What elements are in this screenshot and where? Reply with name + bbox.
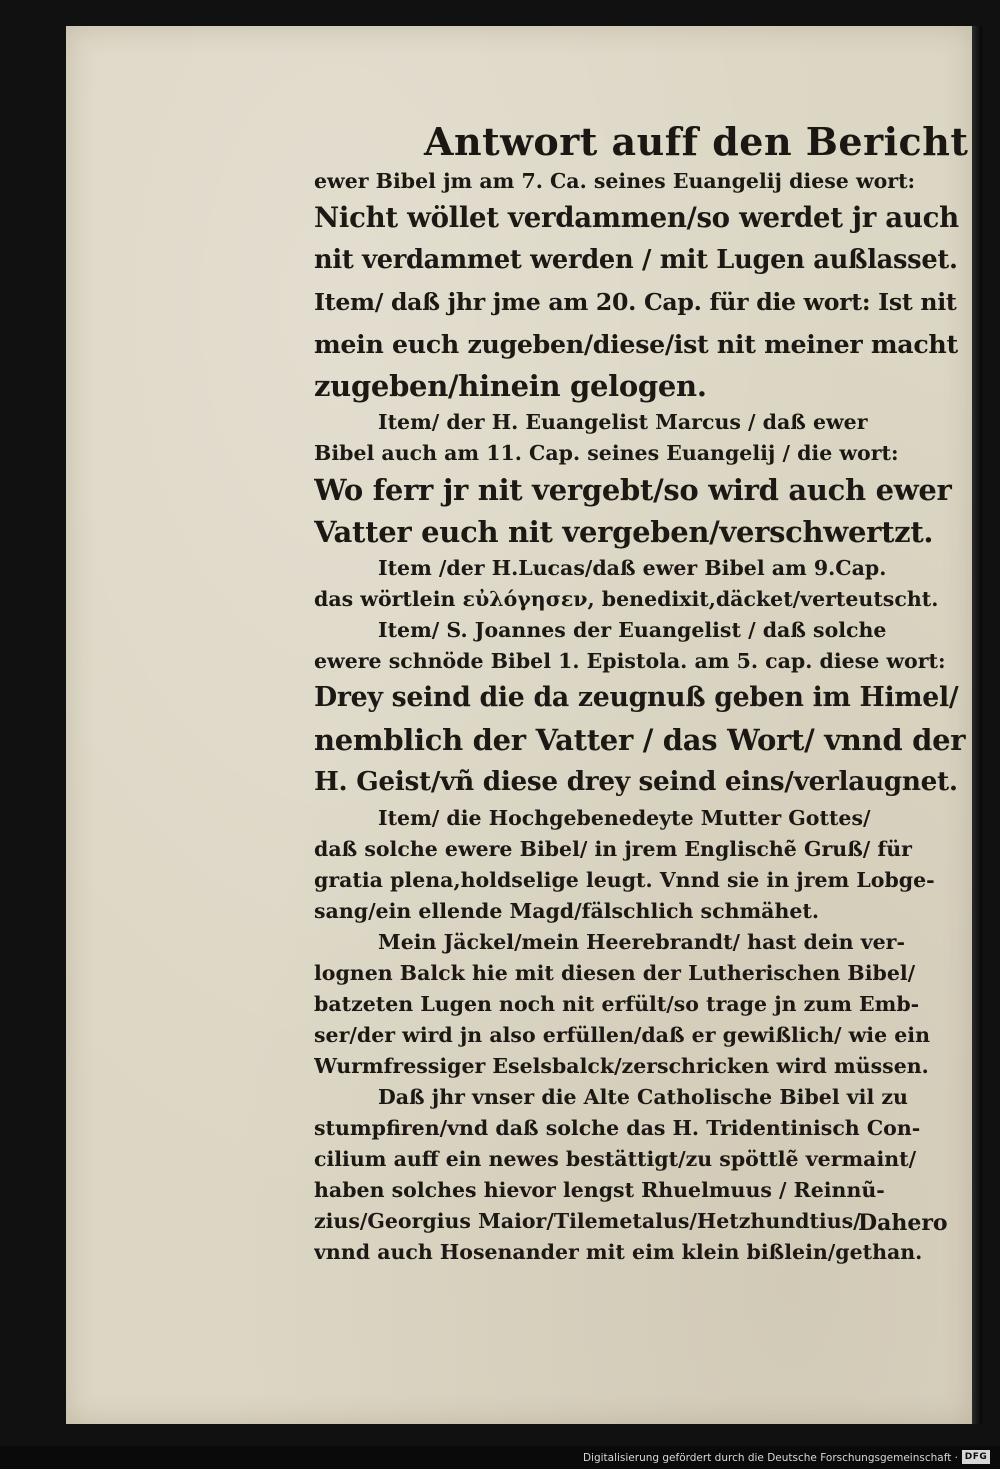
catchword: Dahero: [858, 1210, 948, 1236]
dfg-logo: DFG: [962, 1450, 990, 1464]
text-line: haben solches hievor lengst Rhuelmuus / Reinnũ-: [314, 1178, 885, 1202]
text-line: mein euch zugeben/diese/ist nit meiner macht: [314, 329, 958, 359]
text-line: zius/Georgius Maior/Tilemetalus/Hetzhundtius/: [314, 1209, 861, 1233]
text-line: Wo ferr jr nit vergebt/so wird auch ewer: [314, 473, 952, 507]
text-line: daß solche ewere Bibel/ in jrem Englischẽ Gruß/ für: [314, 837, 912, 861]
body-text: [314, 166, 966, 1268]
text-line: nit verdammet werden / mit Lugen außlasset.: [314, 245, 958, 275]
text-line: Nicht wöllet verdammen/so werdet jr auch: [314, 201, 959, 234]
page-edge-shadow: [972, 26, 982, 1424]
running-head: Antwort auff den Bericht: [424, 119, 969, 164]
text-line: zugeben/hinein gelogen.: [314, 369, 707, 403]
text-line: Mein Jäckel/mein Heerebrandt/ hast dein ver-: [378, 930, 905, 954]
text-line: Wurmfressiger Eselsbalck/zerschricken wird müssen.: [314, 1054, 929, 1078]
text-line: Item/ die Hochgebenedeyte Mutter Gottes/: [378, 806, 871, 830]
text-line: H. Geist/vñ diese drey seind eins/verlaugnet.: [314, 766, 958, 797]
text-line: ewer Bibel jm am 7. Ca. seines Euangelij diese wort:: [314, 169, 916, 193]
text-line: stumpfiren/vnd daß solche das H. Tridentinisch Con-: [314, 1116, 921, 1140]
text-line: das wörtlein εὐλόγησεν, benedixit,däcket/verteutscht.: [314, 587, 939, 611]
text-line: lognen Balck hie mit diesen der Lutherischen Bibel/: [314, 961, 916, 985]
text-line: batzeten Lugen noch nit erfült/so trage jn zum Emb-: [314, 992, 920, 1016]
text-line: vnnd auch Hosenander mit eim klein bißlein/gethan.: [314, 1240, 923, 1264]
text-line: Item /der H.Lucas/daß ewer Bibel am 9.Cap.: [378, 556, 887, 580]
footer-credit: Digitalisierung gefördert durch die Deutsche Forschungsgemeinschaft ·: [582, 1452, 958, 1464]
text-line: Drey seind die da zeugnuß geben im Himel/: [314, 682, 959, 713]
text-line: ewere schnöde Bibel 1. Epistola. am 5. cap. diese wort:: [314, 649, 946, 673]
text-line: Item/ der H. Euangelist Marcus / daß ewer: [378, 410, 868, 434]
text-line: sang/ein ellende Magd/fälschlich schmähet.: [314, 899, 820, 923]
text-line: ser/der wird jn also erfüllen/daß er gewißlich/ wie ein: [314, 1023, 930, 1047]
text-line: Item/ daß jhr jme am 20. Cap. für die wort: Ist nit: [314, 288, 957, 316]
text-line: Vatter euch nit vergeben/verschwertzt.: [314, 515, 934, 549]
text-line: Daß jhr vnser die Alte Catholische Bibel vil zu: [378, 1085, 908, 1109]
text-line: cilium auff ein newes bestättigt/zu spöttlẽ vermaint/: [314, 1147, 917, 1171]
text-line: nemblich der Vatter / das Wort/ vnnd der: [314, 723, 966, 757]
text-line: Item/ S. Joannes der Euangelist / daß solche: [378, 618, 887, 642]
text-line: Bibel auch am 11. Cap. seines Euangelij / die wort:: [314, 441, 899, 465]
text-line: gratia plena,holdselige leugt. Vnnd sie in jrem Lobge-: [314, 868, 935, 892]
